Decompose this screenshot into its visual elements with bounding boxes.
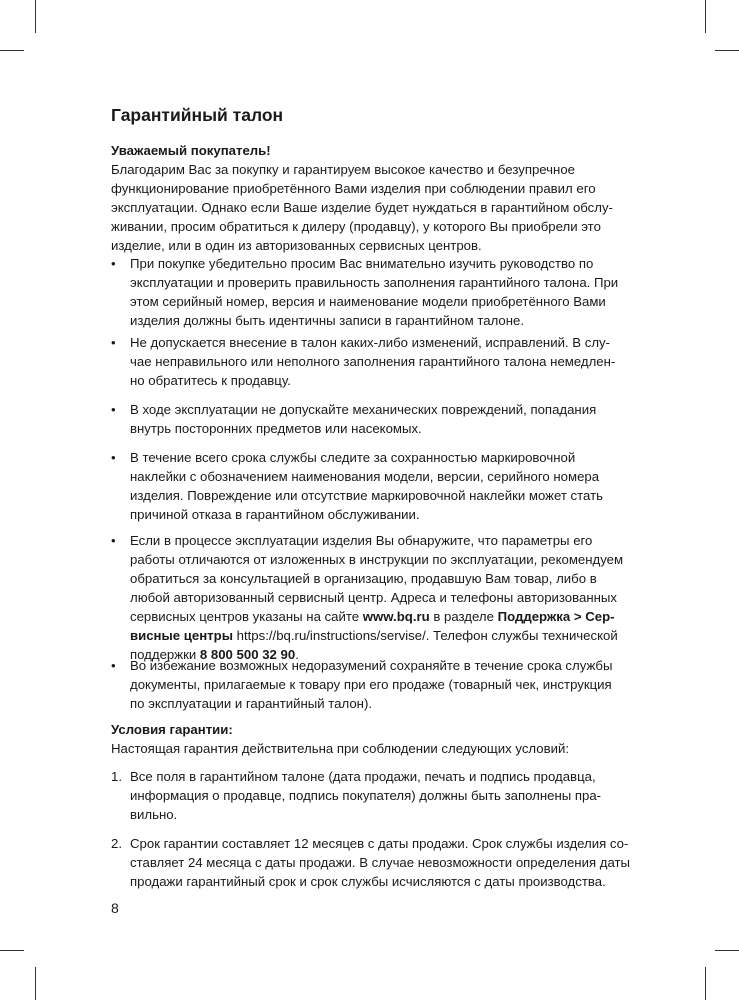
- support-section-name: Поддержка > Сер- висные центры: [130, 609, 615, 643]
- list-item: [111, 400, 690, 438]
- website-link[interactable]: www.bq.ru: [362, 609, 430, 624]
- crop-mark: [705, 967, 706, 1000]
- item-number: 1.: [111, 769, 122, 784]
- greeting: Уважаемый покупатель!: [111, 143, 271, 158]
- crop-mark: [35, 0, 36, 33]
- bullet-icon: •: [111, 402, 116, 417]
- list-item: [111, 656, 690, 713]
- list-item: [111, 254, 690, 330]
- conditions-intro: Настоящая гарантия действительна при соблюдении следующих условий:: [111, 741, 570, 756]
- page-number: 8: [111, 900, 119, 916]
- crop-mark: [715, 50, 739, 51]
- support-text: Если в процессе эксплуатации изделия Вы обнаружите, что параметры его работы отличаются от изложенных в инструкции по эксплуатации, рекомендуем обратиться за консультацией в организацию, продавшую Вам товар, либо в любой авторизованный сервисный центр. Адреса и телефоны авторизованных сервисных центров указаны на сайте: [130, 533, 624, 624]
- condition-text: Все поля в гарантийном талоне (дата продажи, печать и подпись продавца, информация о продавце, подпись покупателя) должны быть заполнены пра- вильно.: [130, 769, 602, 822]
- bullet-icon: •: [111, 658, 116, 673]
- bullet-icon: •: [111, 533, 116, 548]
- item-number: 2.: [111, 836, 122, 851]
- bullet-icon: •: [111, 256, 116, 271]
- list-item-text: В течение всего срока службы следите за сохранностью маркировочной наклейки с обозначением наименования модели, версии, серийного номера изделия. Повреждение или отсутствие маркировочной наклейки может стать причиной отказа в гарантийном обслуживании.: [130, 450, 603, 522]
- list-item-text: Во избежание возможных недоразумений сохраняйте в течение срока службы документы, прилагаемые к товару при его продаже (товарный чек, инструкция по эксплуатации и гарантийный талон).: [130, 658, 613, 711]
- crop-mark: [0, 50, 24, 51]
- list-item: [111, 333, 690, 390]
- page-title: Гарантийный талон: [111, 105, 284, 125]
- crop-mark: [0, 950, 24, 951]
- crop-mark: [35, 967, 36, 1000]
- support-text: в разделе: [429, 609, 498, 624]
- condition-text: Срок гарантии составляет 12 месяцев с даты продажи. Срок службы изделия со- ставляет 24 месяца с даты продажи. В случае невозможности определения даты продажи гарантийный срок и срок службы исчисляются с даты производства.: [130, 836, 631, 889]
- list-item-text: Не допускается внесение в талон каких-либо изменений, исправлений. В слу- чае неправильного или неполного заполнения гарантийного талона немедлен- но обратитесь к продавцу.: [130, 335, 616, 388]
- crop-mark: [715, 950, 739, 951]
- support-text: .: [295, 647, 299, 662]
- list-item-text: При покупке убедительно просим Вас внимательно изучить руководство по эксплуатации и проверить правильность заполнения гарантийного талона. При этом серийный номер, версия и наименование модели приобретённого Вами изделия должны быть идентичны записи в гарантийном талоне.: [130, 256, 619, 328]
- intro-paragraph: Благодарим Вас за покупку и гарантируем высокое качество и безупречное функционирование приобретённого Вами изделия при соблюдении правил его эксплуатации. Однако если Ваше изделие будет нуждаться в гарантийном обслу- живании, просим обратиться к дилеру (продавцу), у которого Вы приобрели это изделие, или в один из авторизованных сервисных центров.: [111, 162, 613, 253]
- condition-item: [111, 767, 690, 824]
- conditions-heading: Условия гарантии:: [111, 722, 233, 737]
- list-item-support: [111, 531, 690, 664]
- condition-item: [111, 834, 690, 891]
- bullet-icon: •: [111, 450, 116, 465]
- support-text: https://bq.ru/instructions/servise/. Телефон службы технической поддержки: [130, 628, 618, 662]
- crop-mark: [705, 0, 706, 33]
- list-item-text: В ходе эксплуатации не допускайте механических повреждений, попадания внутрь посторонних предметов или насекомых.: [130, 402, 597, 436]
- bullet-icon: •: [111, 335, 116, 350]
- list-item: [111, 448, 690, 524]
- support-phone: 8 800 500 32 90: [199, 647, 296, 662]
